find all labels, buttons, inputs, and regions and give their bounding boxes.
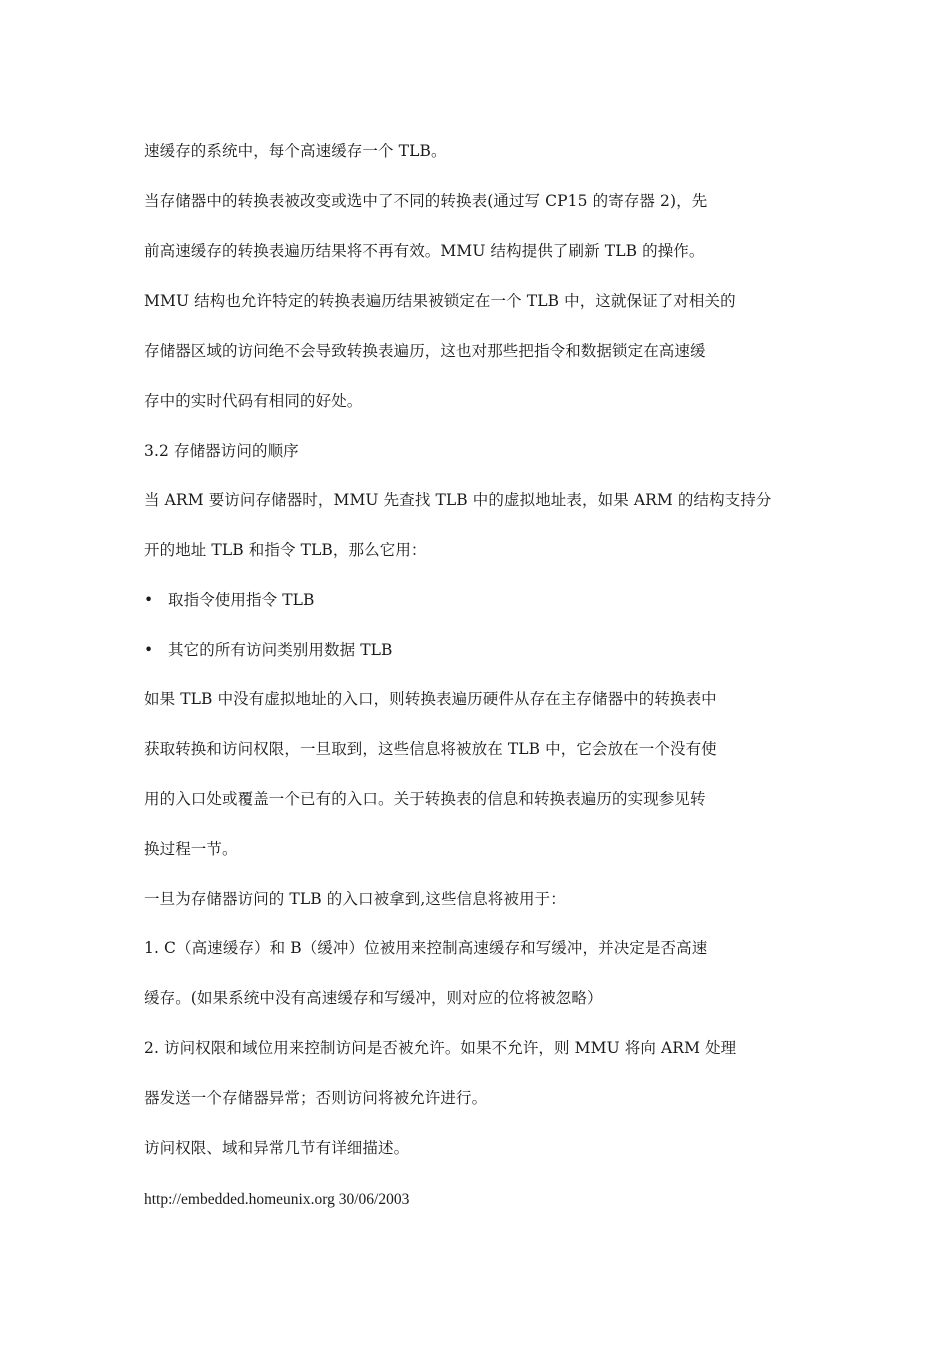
page-footer: http://embedded.homeunix.org 30/06/2003 — [144, 1191, 410, 1208]
paragraph-line: 用的入口处或覆盖一个已有的入口。关于转换表的信息和转换表遍历的实现参见转 — [144, 790, 706, 808]
list-item: 2. 访问权限和域位用来控制访问是否被允许。如果不允许，则 MMU 将向 ARM 处理 — [144, 1039, 737, 1057]
paragraph-line: 当存储器中的转换表被改变或选中了不同的转换表(通过写 CP15 的寄存器 2)，先 — [144, 192, 708, 210]
paragraph-line: 器发送一个存储器异常；否则访问将被允许进行。 — [144, 1089, 488, 1107]
section-heading: 3.2 存储器访问的顺序 — [144, 442, 299, 460]
bullet-item — [144, 640, 393, 660]
paragraph-line: 缓存。(如果系统中没有高速缓存和写缓冲，则对应的位将被忽略） — [144, 989, 603, 1007]
paragraph-line: 存中的实时代码有相同的好处。 — [144, 392, 363, 410]
paragraph-line: 获取转换和访问权限，一旦取到，这些信息将被放在 TLB 中，它会放在一个没有使 — [144, 740, 717, 758]
paragraph-line: 如果 TLB 中没有虚拟地址的入口，则转换表遍历硬件从存在主存储器中的转换表中 — [144, 690, 717, 708]
bullet-text: 其它的所有访问类别用数据 TLB — [168, 641, 393, 659]
paragraph-line: 一旦为存储器访问的 TLB 的入口被拿到,这些信息将被用于： — [144, 890, 566, 908]
paragraph-line: 开的地址 TLB 和指令 TLB，那么它用： — [144, 541, 427, 559]
paragraph-line: 访问权限、域和异常几节有详细描述。 — [144, 1139, 410, 1157]
paragraph-line: 当 ARM 要访问存储器时，MMU 先查找 TLB 中的虚拟地址表，如果 ARM 的结构支持分 — [144, 491, 772, 509]
paragraph-line: 前高速缓存的转换表遍历结果将不再有效。MMU 结构提供了刷新 TLB 的操作。 — [144, 242, 705, 260]
list-item: 1. C（高速缓存）和 B（缓冲）位被用来控制高速缓存和写缓冲，并决定是否高速 — [144, 939, 708, 957]
bullet-marker: • — [144, 641, 154, 659]
bullet-item — [144, 590, 315, 610]
paragraph-line: 存储器区域的访问绝不会导致转换表遍历，这也对那些把指令和数据锁定在高速缓 — [144, 342, 706, 360]
bullet-marker: • — [144, 591, 154, 609]
paragraph-line: 速缓存的系统中，每个高速缓存一个 TLB。 — [144, 142, 447, 160]
paragraph-line: MMU 结构也允许特定的转换表遍历结果被锁定在一个 TLB 中，这就保证了对相关的 — [144, 292, 736, 310]
bullet-text: 取指令使用指令 TLB — [168, 591, 315, 609]
paragraph-line: 换过程一节。 — [144, 840, 238, 858]
